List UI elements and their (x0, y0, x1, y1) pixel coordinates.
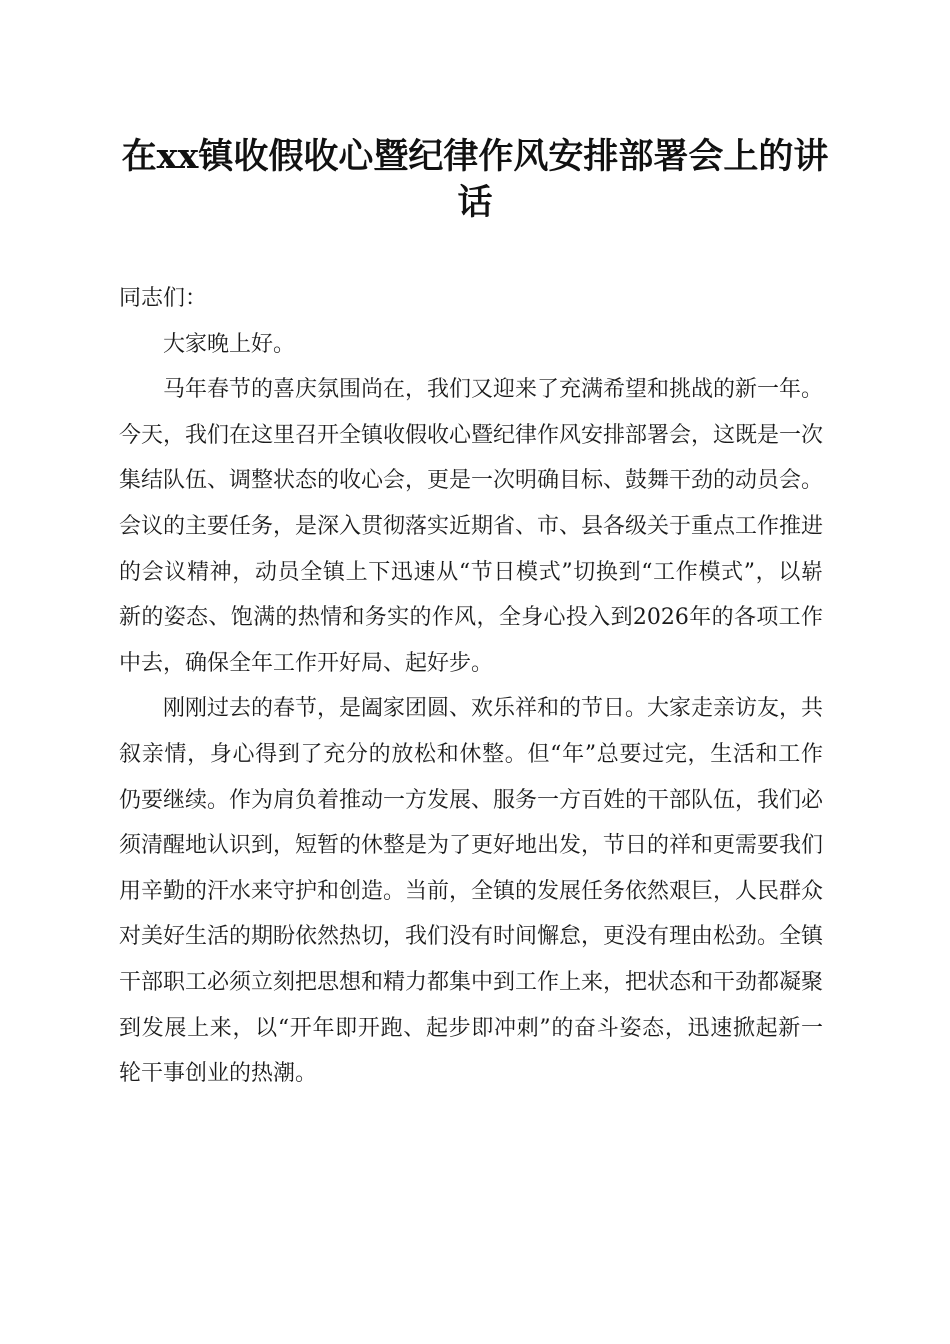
paragraph-greeting: 大家晚上好。 (163, 331, 296, 357)
paragraph-spring-festival: 刚刚过去的春节，是阖家团圆、欢乐祥和的节日。大家走亲访友，共叙亲情，身心得到了充分的放松和休整。但“年”总要过完，生活和工作仍要继续。作为肩负着推动一方发展、服务一方百姓的干部队伍，我们必须清醒地认识到，短暂的休整是为了更好地出发，节日的祥和更需要我们用辛勤的汗水来守护和创造。当前，全镇的发展任务依然艰巨，人民群众对美好生活的期盼依然热切，我们没有时间懈怠，更没有理由松劲。全镇干部职工必须立刻把思想和精力都集中到工作上来，把状态和干劲都凝聚到发展上来，以“开年即开跑、起步即冲刺”的奋斗姿态，迅速掀起新一轮干事创业的热潮。 (119, 696, 824, 1087)
salutation: 同志们： (119, 286, 208, 311)
document-title: 在xx镇收假收心暨纪律作风安排部署会上的讲话 (121, 136, 829, 223)
paragraph-meeting-purpose: 马年春节的喜庆氛围尚在，我们又迎来了充满希望和挑战的新一年。今天，我们在这里召开全镇收假收心暨纪律作风安排部署会，这既是一次集结队伍、调整状态的收心会，更是一次明确目标、鼓舞干劲的动员会。会议的主要任务，是深入贯彻落实近期省、市、县各级关于重点工作推进的会议精神，动员全镇上下迅速从“节日模式”切换到“工作模式”，以崭新的姿态、饱满的热情和务实的作风，全身心投入到2026年的各项工作中去，确保全年工作开好局、起好步。 (119, 377, 824, 676)
document-body (119, 276, 823, 1097)
